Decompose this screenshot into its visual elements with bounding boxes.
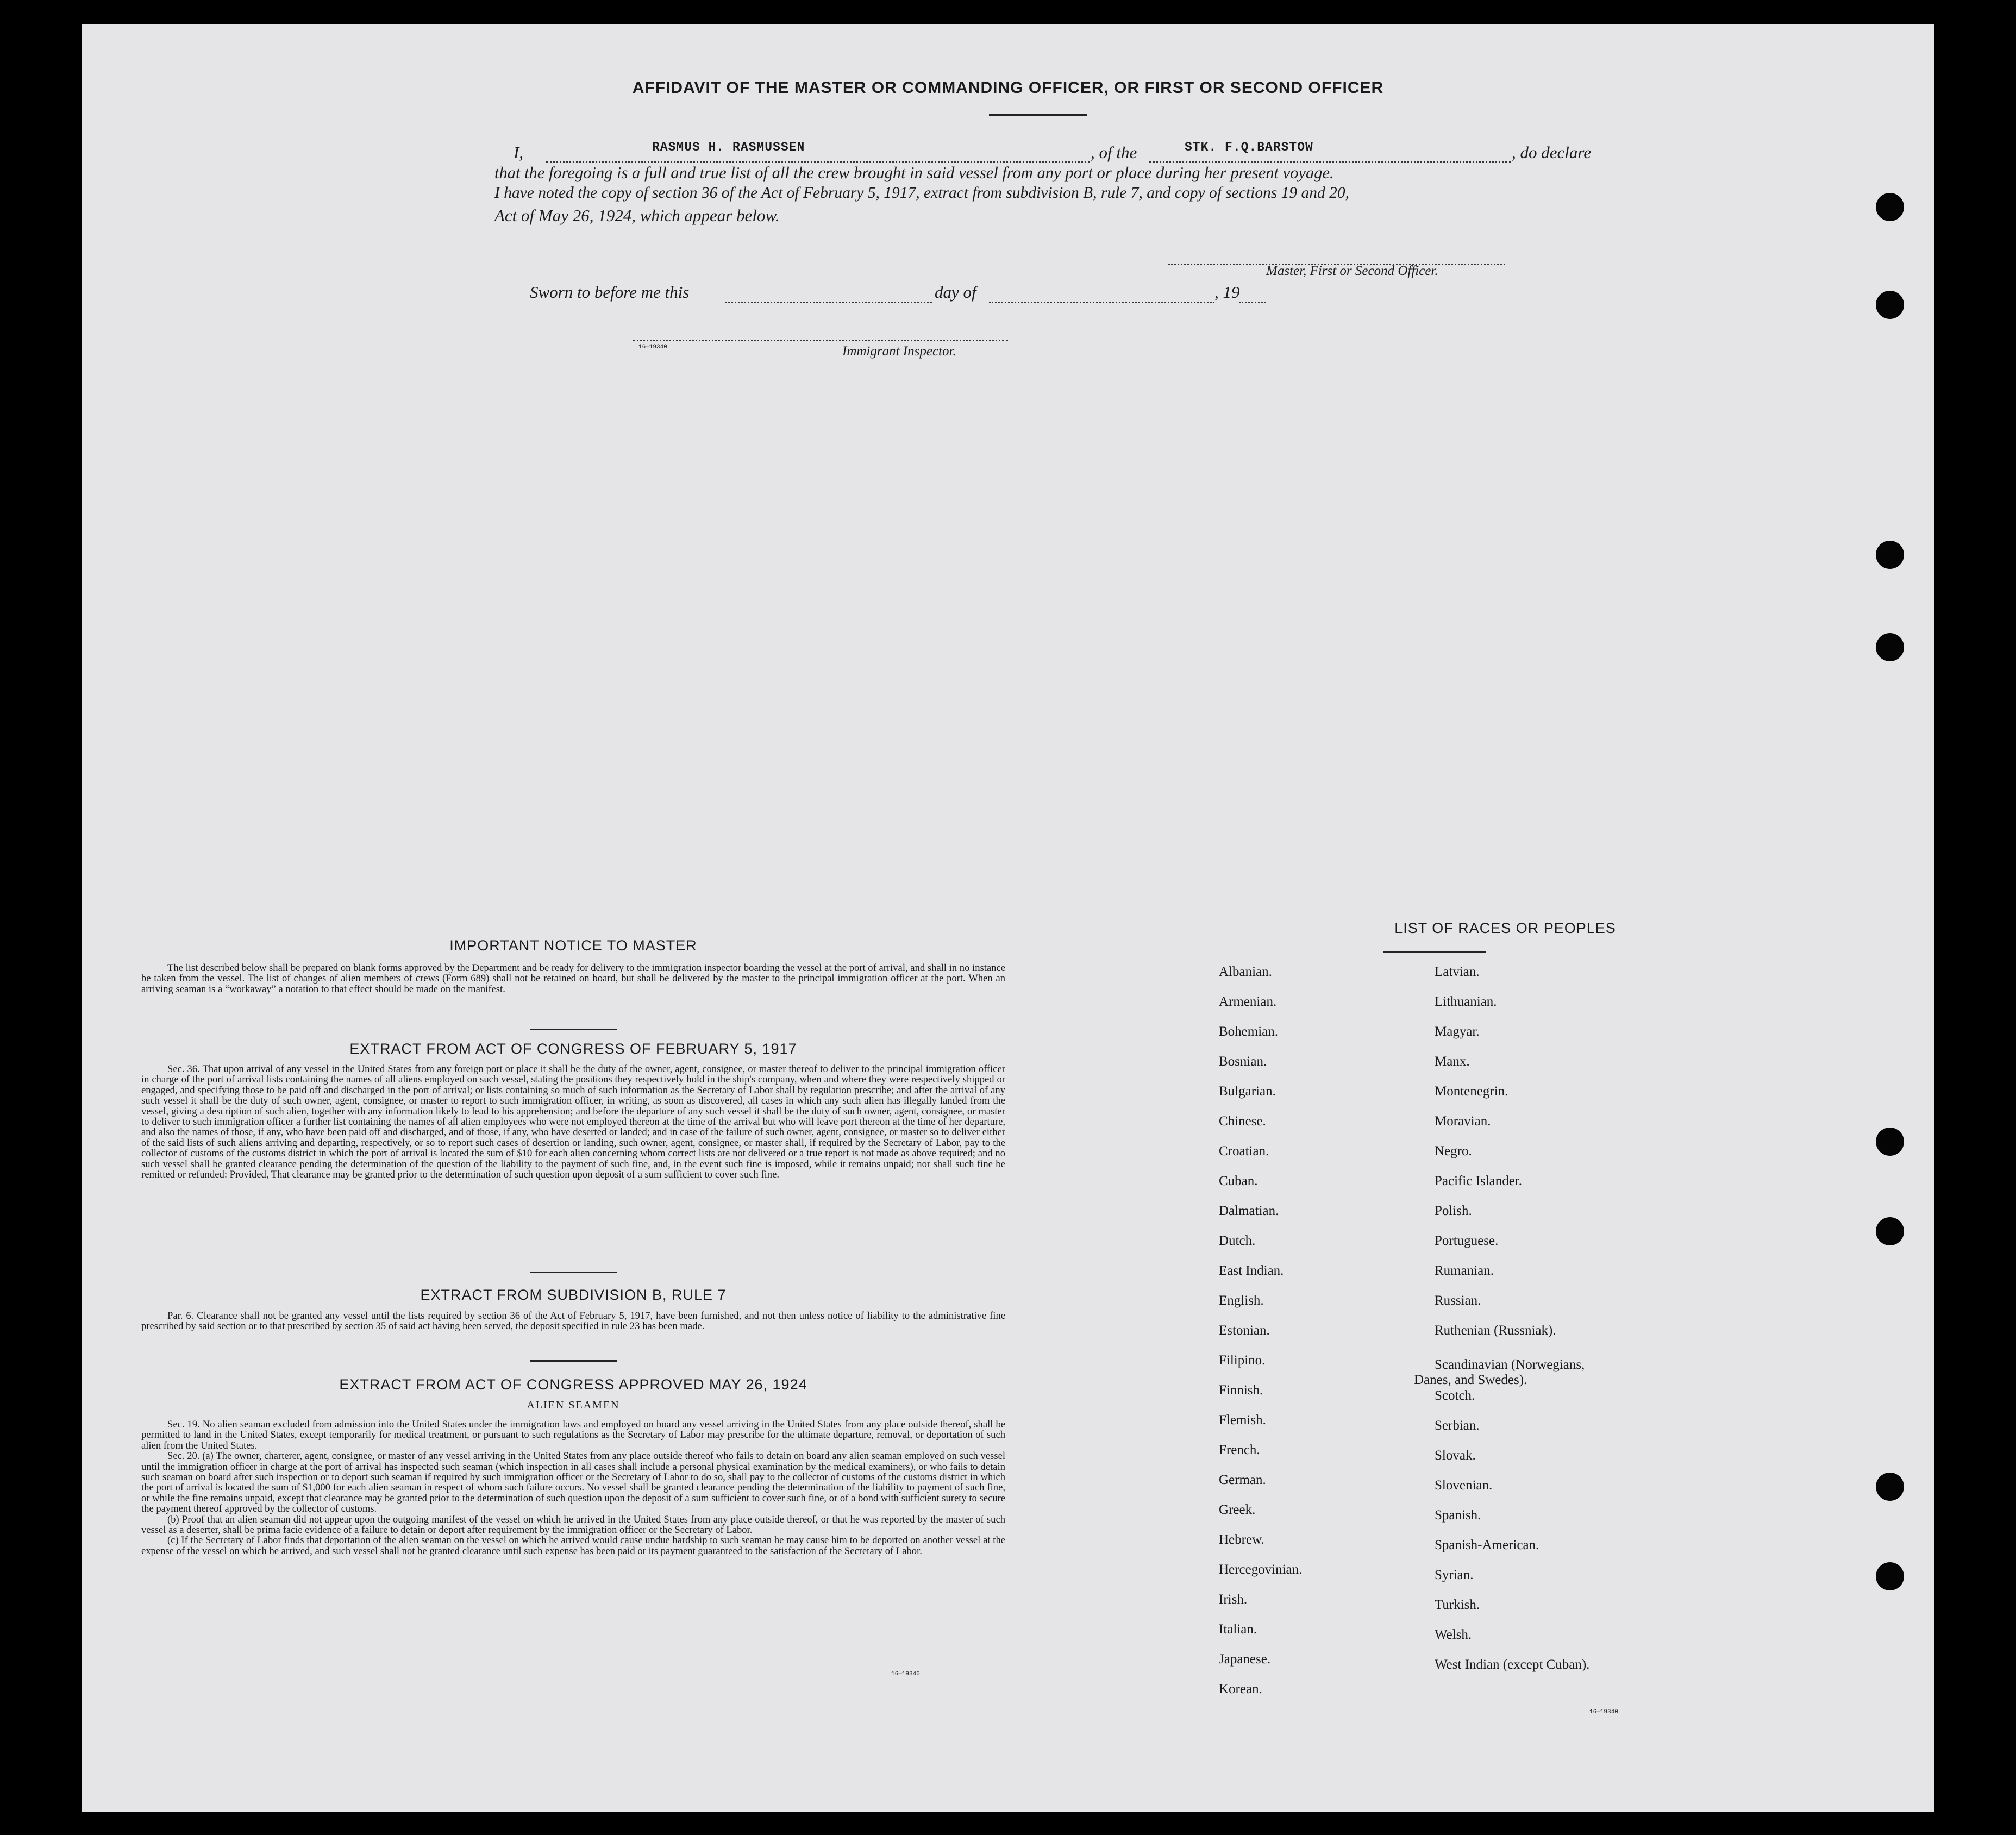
races-divider bbox=[1383, 951, 1486, 953]
race-item: Rumanian. bbox=[1435, 1263, 1494, 1278]
race-item: Scotch. bbox=[1435, 1388, 1475, 1403]
race-item: Welsh. bbox=[1435, 1627, 1472, 1642]
race-item: Lithuanian. bbox=[1435, 994, 1497, 1009]
race-item: Albanian. bbox=[1219, 965, 1272, 979]
inspector-caption: Immigrant Inspector. bbox=[842, 344, 956, 359]
punch-hole bbox=[1876, 1562, 1904, 1590]
race-item: Filipino. bbox=[1219, 1353, 1266, 1368]
extract-rule7-title: EXTRACT FROM SUBDIVISION B, RULE 7 bbox=[420, 1287, 727, 1303]
race-item: Danes, and Swedes). bbox=[1414, 1373, 1527, 1387]
race-item: Bosnian. bbox=[1219, 1054, 1267, 1069]
race-item: Latvian. bbox=[1435, 965, 1480, 979]
notice-divider bbox=[530, 1029, 617, 1030]
race-item: Estonian. bbox=[1219, 1323, 1270, 1338]
race-item: Serbian. bbox=[1435, 1418, 1480, 1433]
extract-rule7-divider bbox=[530, 1360, 617, 1362]
race-item: Scandinavian (Norwegians, bbox=[1435, 1357, 1585, 1372]
vessel-name-line bbox=[1149, 161, 1511, 163]
punch-hole bbox=[1876, 193, 1904, 221]
race-item: Bohemian. bbox=[1219, 1024, 1279, 1039]
punch-hole bbox=[1876, 541, 1904, 569]
race-item: Dalmatian. bbox=[1219, 1204, 1279, 1218]
race-item: Italian. bbox=[1219, 1622, 1257, 1637]
race-item: French. bbox=[1219, 1443, 1260, 1457]
punch-hole bbox=[1876, 1473, 1904, 1501]
race-item: Ruthenian (Russniak). bbox=[1435, 1323, 1556, 1338]
race-item: Greek. bbox=[1219, 1502, 1256, 1517]
master-name-value: RASMUS H. RASMUSSEN bbox=[652, 140, 805, 154]
race-item: Chinese. bbox=[1219, 1114, 1266, 1129]
master-name-line bbox=[546, 161, 1090, 163]
race-item: Russian. bbox=[1435, 1293, 1481, 1308]
affidavit-title: AFFIDAVIT OF THE MASTER OR COMMANDING OFFICER, OR FIRST OR SECOND OFFICER bbox=[632, 79, 1384, 97]
race-item: Negro. bbox=[1435, 1144, 1472, 1158]
race-item: Portuguese. bbox=[1435, 1233, 1499, 1248]
race-item: West Indian (except Cuban). bbox=[1435, 1657, 1590, 1672]
signature-caption: Master, First or Second Officer. bbox=[1266, 264, 1438, 278]
races-form-number: 16—19340 bbox=[1589, 1709, 1618, 1715]
punch-hole bbox=[1876, 291, 1904, 319]
race-item: Japanese. bbox=[1219, 1652, 1271, 1667]
section-19-paragraph: Sec. 19. No alien seaman excluded from admission into the United States under the immigration laws and employed on board any vessel arriving in the United States from any place outside thereof, shall be permitted to land in the United States, except temporarily for medical treatment, or pursuant to such regulations as the Secretary of Labor may prescribe for the ultimate departure, removal, or deportation of such alien from the United States. bbox=[141, 1419, 1005, 1451]
races-title: LIST OF RACES OR PEOPLES bbox=[1394, 920, 1616, 936]
section-20b-paragraph: (b) Proof that an alien seaman did not appear upon the outgoing manifest of the vessel on which he arrived in the United States from any place outside thereof, or that he was reported by the master of such vessel as a deserter, shall be prima facie evidence of a failure to detain or deport after requirement by the immigration officer or the Secretary of Labor. bbox=[141, 1513, 1005, 1536]
extract-1924-subtitle: ALIEN SEAMEN bbox=[527, 1399, 620, 1411]
extract-1917-divider bbox=[530, 1272, 617, 1273]
race-item: Korean. bbox=[1219, 1682, 1262, 1696]
race-item: Bulgarian. bbox=[1219, 1084, 1276, 1099]
affidavit-line-4: Act of May 26, 1924, which appear below. bbox=[494, 206, 780, 225]
race-item: Slovak. bbox=[1435, 1448, 1476, 1463]
affidavit-pronoun: I, bbox=[514, 143, 524, 162]
sworn-month-line bbox=[989, 302, 1214, 303]
race-item: East Indian. bbox=[1219, 1263, 1284, 1278]
race-item: Cuban. bbox=[1219, 1174, 1258, 1188]
of-the-label: , of the bbox=[1091, 143, 1137, 162]
sworn-label: Sworn to before me this bbox=[530, 283, 690, 302]
race-item: German. bbox=[1219, 1473, 1266, 1487]
punch-hole bbox=[1876, 1217, 1904, 1245]
race-item: Croatian. bbox=[1219, 1144, 1269, 1158]
form-sheet bbox=[82, 24, 1934, 1812]
race-item: Manx. bbox=[1435, 1054, 1470, 1069]
race-item: Moravian. bbox=[1435, 1114, 1491, 1129]
affidavit-line-2: that the foregoing is a full and true list of all the crew brought in said vessel from any port or place during her present voyage. bbox=[494, 164, 1334, 182]
notice-title: IMPORTANT NOTICE TO MASTER bbox=[449, 937, 697, 954]
extract-1924-body bbox=[141, 1419, 1005, 1556]
affidavit-form-number: 16—19340 bbox=[638, 344, 667, 350]
affidavit-line-3: I have noted the copy of section 36 of the Act of February 5, 1917, extract from subdivision B, rule 7, and copy of sections 19 and 20, bbox=[494, 184, 1350, 202]
sworn-day-line bbox=[725, 302, 932, 303]
do-declare-label: , do declare bbox=[1512, 143, 1592, 162]
race-item: Finnish. bbox=[1219, 1383, 1263, 1398]
inspector-line bbox=[633, 340, 1008, 341]
section-20c-paragraph: (c) If the Secretary of Labor finds that deportation of the alien seaman on the vessel on which he arrived would cause undue hardship to such seaman he may cause him to be deported on another vessel at the expense of the vessel on which he arrived, and such vessel shall not be granted clearance until such expense has been paid or its payment guaranteed to the satisfaction of the Secretary of Labor. bbox=[141, 1535, 1005, 1557]
title-divider bbox=[989, 114, 1087, 116]
race-item: Irish. bbox=[1219, 1592, 1248, 1607]
extract-1924-title: EXTRACT FROM ACT OF CONGRESS APPROVED MAY 26, 1924 bbox=[339, 1376, 807, 1393]
race-item: Spanish-American. bbox=[1435, 1538, 1539, 1552]
race-item: Magyar. bbox=[1435, 1024, 1480, 1039]
extract-form-number: 16—19340 bbox=[891, 1671, 920, 1677]
vessel-name-value: STK. F.Q.BARSTOW bbox=[1185, 140, 1313, 154]
race-item: Hebrew. bbox=[1219, 1532, 1264, 1547]
race-item: Dutch. bbox=[1219, 1233, 1256, 1248]
punch-hole bbox=[1876, 1128, 1904, 1156]
section-20a-paragraph: Sec. 20. (a) The owner, charterer, agent, consignee, or master of any vessel arriving in the United States from any place outside thereof who fails to detain on board any alien seaman employed on such vessel until the immigration officer in charge at the port of arrival has inspected such seaman (which inspection in all cases shall include a personal physical examination by the medical examiners), or who fails to detain such seaman on board after such inspection or to deport such seaman if required by such immigration officer or the Secretary of Labor to do so, shall pay to the collector of customs of the customs district in which the port of arrival is located the sum of $1,000 for each alien seaman in respect of whom such failure occurs. No vessel shall be granted clearance pending the determination of the liability to payment of such fine, or while the fine remains unpaid, except that clearance may be granted prior to the determination of such question upon the deposit of a sum sufficient to cover such fine, or of a bond with sufficient surety to secure the payment thereof approved by the collector of customs. bbox=[141, 1450, 1005, 1515]
race-item: Polish. bbox=[1435, 1204, 1472, 1218]
race-item: Syrian. bbox=[1435, 1568, 1474, 1582]
race-item: Flemish. bbox=[1219, 1413, 1266, 1427]
race-item: Turkish. bbox=[1435, 1598, 1480, 1612]
notice-body: The list described below shall be prepared on blank forms approved by the Department and be ready for delivery to the immigration inspector boarding the vessel at the port of arrival, and shall in no instance be taken from the vessel. The list of changes of alien members of crews (Form 689) shall not be retained on board, but shall be delivered by the master to the principal immigration officer at the port. When an arriving seaman is a “workaway” a notation to that effect should be made on the manifest. bbox=[141, 962, 1005, 995]
race-item: Pacific Islander. bbox=[1435, 1174, 1523, 1188]
race-item: Slovenian. bbox=[1435, 1478, 1493, 1493]
race-item: Spanish. bbox=[1435, 1508, 1481, 1523]
race-item: Armenian. bbox=[1219, 994, 1277, 1009]
race-item: Montenegrin. bbox=[1435, 1084, 1508, 1099]
year-line bbox=[1239, 302, 1266, 303]
race-item: English. bbox=[1219, 1293, 1264, 1308]
year-label: , 19 bbox=[1214, 283, 1240, 302]
extract-1917-body: Sec. 36. That upon arrival of any vessel in the United States from any foreign port or place it shall be the duty of the owner, agent, consignee, or master thereof to deliver to the principal immigration officer in charge of the port of arrival lists containing the names of all aliens employed on such vessel, stating the positions they respectively hold in the ship's company, when and where they were respectively shipped or engaged, and specifying those to be paid off and discharged in the port of arrival; or lists containing so much of such information as the Secretary of Labor shall by regulation prescribe; and after the arrival of any such vessel it shall be the duty of such owner, agent, consignee, or master to report to such immigration officer, in writing, as soon as discovered, all cases in which any such alien has illegally landed from the vessel, giving a description of such alien, together with any information likely to lead to his apprehension; and before the departure of any such vessel it shall be the duty of such owner, agent, consignee, or master to deliver to such immigration officer a further list containing the names of all alien employees who were not employed thereon at the time of the arrival but who will leave port thereon at the time of her departure, and also the names of those, if any, who have been paid off and discharged, and of those, if any, who have deserted or landed; and in case of the failure of such owner, agent, consignee, or master so to deliver either of the said lists of such aliens arriving and departing, respectively, or so to report such cases of desertion or landing, such owner, agent, consignee, or master shall, if required by the Secretary of Labor, pay to the collector of customs of the customs district in which the port of arrival is located the sum of $10 for each alien concerning whom correct lists are not delivered or a true report is not made as above required; and no such vessel shall be granted clearance pending the determination of the question of the liability to the payment of such fine, and, in the event such fine is imposed, while it remains unpaid; nor shall such fine be remitted or refunded: Provided, That clearance may be granted prior to the determination of such question upon deposit of a sum sufficient to cover such fine. bbox=[141, 1063, 1005, 1181]
extract-rule7-body: Par. 6. Clearance shall not be granted any vessel until the lists required by section 36 of the Act of February 5, 1917, have been furnished, and not then unless notice of liability to the administrative fine prescribed by said section or to that prescribed by section 35 of said act having been served, the deposit specified in rule 23 has been made. bbox=[141, 1310, 1005, 1332]
day-of-label: day of bbox=[935, 283, 976, 302]
punch-hole bbox=[1876, 633, 1904, 661]
race-item: Hercegovinian. bbox=[1219, 1562, 1303, 1577]
extract-1917-title: EXTRACT FROM ACT OF CONGRESS OF FEBRUARY 5, 1917 bbox=[349, 1041, 797, 1057]
